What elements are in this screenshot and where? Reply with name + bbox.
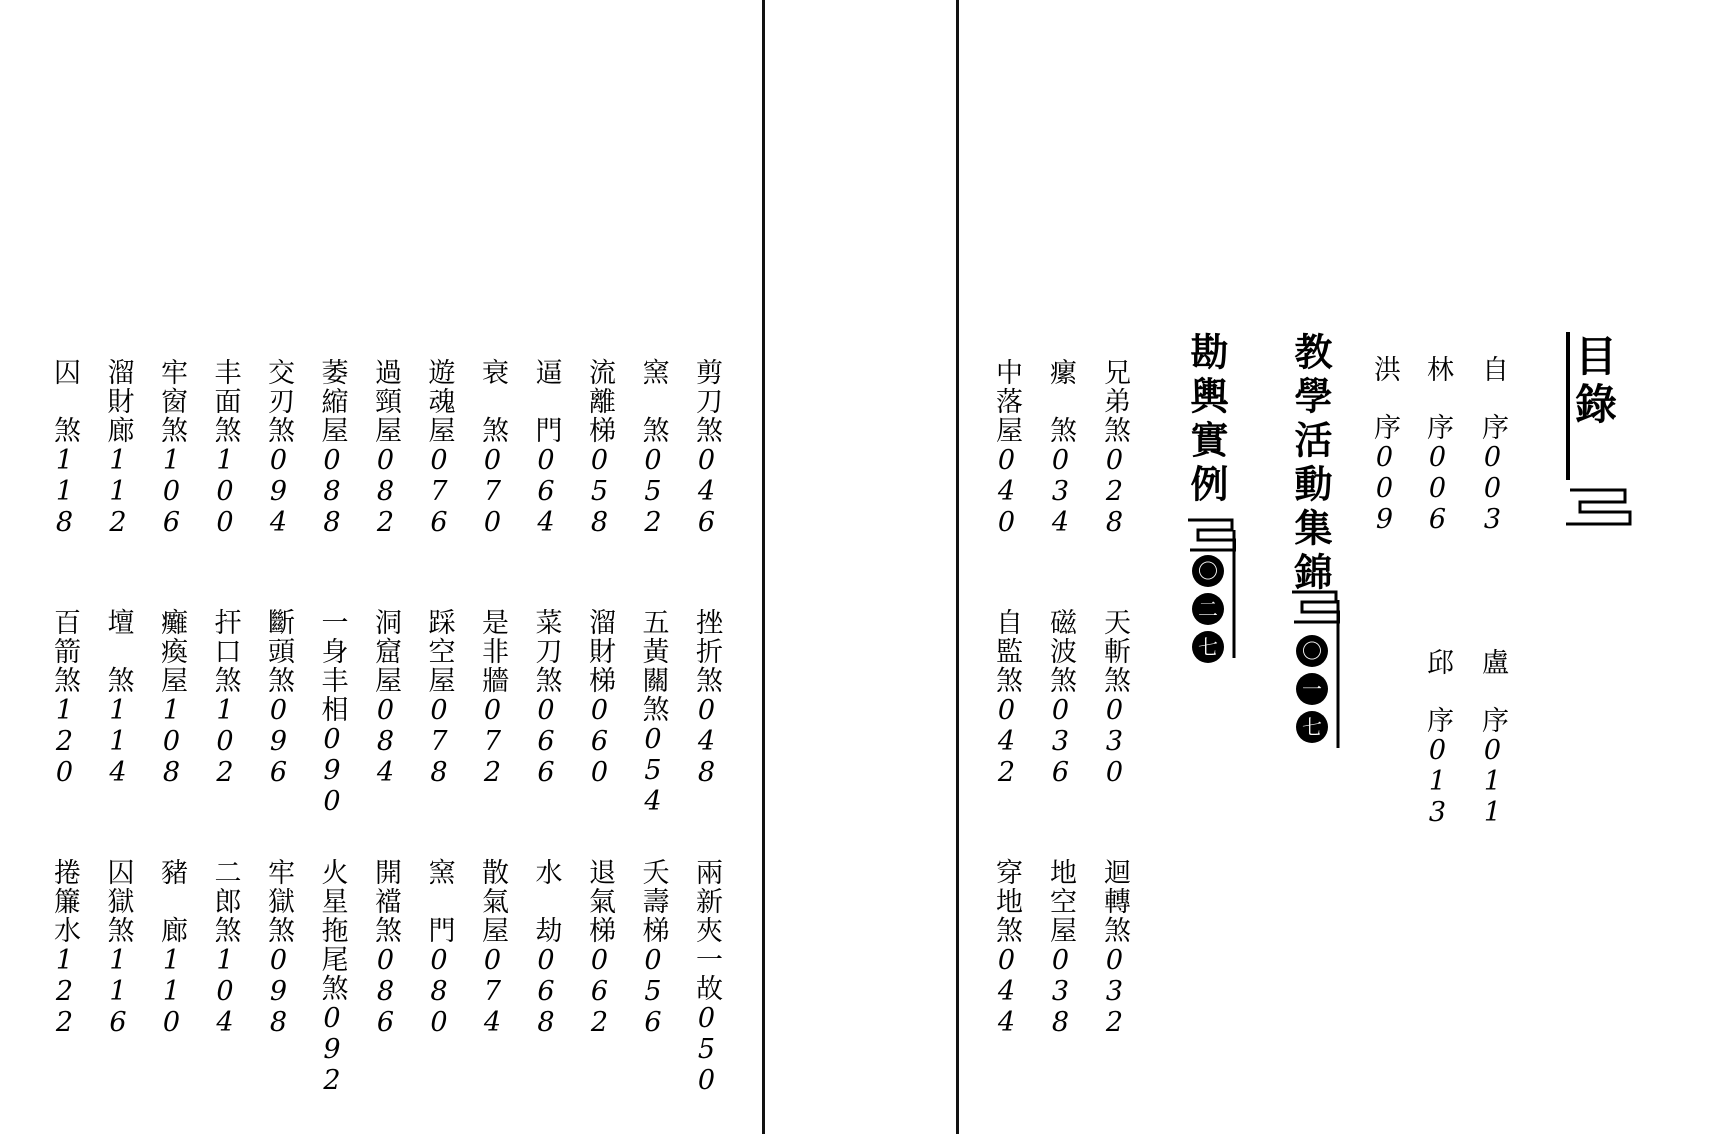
preface-item[interactable] <box>1421 648 1453 828</box>
toc-entry[interactable] <box>476 858 508 1038</box>
entry-page: 082 <box>370 445 401 538</box>
entry-title: 迴轉煞 <box>1099 858 1130 945</box>
entry-title: 斷頭煞 <box>263 608 294 695</box>
entry-title: 火星拖尾煞 <box>316 858 348 1003</box>
page-badge: 一 <box>1296 673 1328 705</box>
toc-entry[interactable] <box>476 358 508 538</box>
preface-title: 盧 序 <box>1477 648 1508 735</box>
toc-entry[interactable] <box>155 858 187 1038</box>
entry-title: 萎縮屋 <box>316 358 348 445</box>
page-badge: 七 <box>1296 711 1328 743</box>
toc-entry[interactable] <box>583 358 615 538</box>
toc-entry[interactable] <box>476 608 508 788</box>
entry-page: 078 <box>423 695 455 788</box>
toc-entry[interactable] <box>209 858 241 1038</box>
toc-entry[interactable] <box>637 358 669 538</box>
entry-title: 挫折煞 <box>691 608 722 695</box>
section-page-badges <box>1296 632 1330 746</box>
toc-entry[interactable] <box>583 858 615 1038</box>
toc-entry[interactable] <box>155 608 187 788</box>
entry-title: 踩空屋 <box>423 608 455 695</box>
section-heading-activities[interactable] <box>1288 332 1333 596</box>
page-badge: 二 <box>1192 593 1224 625</box>
toc-entry[interactable] <box>423 358 455 538</box>
toc-entry[interactable] <box>155 358 187 538</box>
entry-page: 070 <box>477 445 508 538</box>
entry-title: 衰 煞 <box>477 358 508 445</box>
entry-title: 癱瘓屋 <box>156 608 187 695</box>
entry-page: 046 <box>691 445 722 538</box>
entry-page: 084 <box>370 695 401 788</box>
entry-title: 退氣梯 <box>584 858 615 945</box>
toc-entry[interactable] <box>690 358 722 538</box>
entry-title: 五黃關煞 <box>637 608 669 724</box>
entry-page: 120 <box>49 695 80 788</box>
toc-entry[interactable] <box>1044 608 1076 788</box>
preface-page: 009 <box>1369 442 1400 535</box>
section-bracket-line <box>1230 530 1238 660</box>
entry-title: 磁波煞 <box>1045 608 1076 695</box>
section-bracket-line <box>1334 600 1342 750</box>
entry-title: 逼 門 <box>530 358 562 445</box>
toc-entry[interactable] <box>316 608 348 817</box>
entry-title: 牢窗煞 <box>156 358 187 445</box>
entry-title: 夭壽梯 <box>637 858 669 945</box>
entry-page: 056 <box>637 945 669 1038</box>
entry-page: 098 <box>263 945 294 1038</box>
entry-title: 扞口煞 <box>209 608 241 695</box>
entry-page: 096 <box>263 695 294 788</box>
toc-entry[interactable] <box>530 608 562 788</box>
entry-title: 天斬煞 <box>1099 608 1130 695</box>
entry-title: 壇 煞 <box>102 608 134 695</box>
entry-page: 072 <box>477 695 508 788</box>
toc-entry[interactable] <box>423 858 455 1038</box>
entry-page: 114 <box>102 695 134 788</box>
entry-title: 菜刀煞 <box>530 608 562 695</box>
toc-entry[interactable] <box>530 858 562 1038</box>
entry-page: 080 <box>423 945 455 1038</box>
entry-page: 108 <box>156 695 187 788</box>
preface-page: 013 <box>1422 735 1453 828</box>
entry-page: 102 <box>209 695 241 788</box>
entry-page: 044 <box>991 945 1022 1038</box>
toc-entry[interactable] <box>262 858 294 1038</box>
toc-entry[interactable] <box>102 358 134 538</box>
entry-page: 034 <box>1045 445 1076 538</box>
entry-title: 溜財梯 <box>584 608 615 695</box>
toc-entry[interactable] <box>316 858 348 1096</box>
entry-page: 074 <box>477 945 508 1038</box>
section-bracket-icon <box>1186 516 1236 556</box>
entry-title: 流離梯 <box>584 358 615 445</box>
entry-title: 兩新夾一故 <box>691 858 722 1003</box>
preface-item[interactable] <box>1476 355 1508 535</box>
toc-entry[interactable] <box>990 358 1022 538</box>
preface-page: 003 <box>1477 442 1508 535</box>
preface-title: 洪 序 <box>1369 355 1400 442</box>
entry-title: 開襠煞 <box>370 858 401 945</box>
entry-title: 牢獄煞 <box>263 858 294 945</box>
toc-entry[interactable] <box>1098 358 1130 538</box>
toc-entry[interactable] <box>690 858 722 1096</box>
entry-page: 116 <box>102 945 134 1038</box>
toc-entry[interactable] <box>102 608 134 788</box>
entry-page: 106 <box>156 445 187 538</box>
entry-title: 遊魂屋 <box>423 358 455 445</box>
toc-entry[interactable] <box>209 608 241 788</box>
toc-entry[interactable] <box>583 608 615 788</box>
toc-entry[interactable] <box>262 608 294 788</box>
toc-entry[interactable] <box>48 358 80 538</box>
preface-item[interactable] <box>1476 648 1508 828</box>
entry-page: 048 <box>691 695 722 788</box>
entry-page: 066 <box>530 695 562 788</box>
entry-title: 地空屋 <box>1045 858 1076 945</box>
entry-title: 窯 煞 <box>637 358 669 445</box>
toc-entry[interactable] <box>530 358 562 538</box>
entry-page: 122 <box>49 945 80 1038</box>
entry-title: 水 劫 <box>530 858 562 945</box>
entry-page: 028 <box>1099 445 1130 538</box>
toc-entry[interactable] <box>102 858 134 1038</box>
entry-page: 060 <box>584 695 615 788</box>
entry-page: 038 <box>1045 945 1076 1038</box>
entry-title: 瘰 煞 <box>1045 358 1076 445</box>
preface-page: 011 <box>1477 735 1508 828</box>
entry-page: 042 <box>991 695 1022 788</box>
toc-entry[interactable] <box>316 358 348 538</box>
entry-title: 交刃煞 <box>263 358 294 445</box>
entry-title: 剪刀煞 <box>691 358 722 445</box>
entry-title: 散氣屋 <box>477 858 508 945</box>
book-gutter <box>765 0 953 1134</box>
entry-title: 捲簾水 <box>49 858 80 945</box>
toc-entry[interactable] <box>637 608 669 817</box>
entry-title: 自監煞 <box>991 608 1022 695</box>
toc-entry[interactable] <box>1098 608 1130 788</box>
toc-entry[interactable] <box>209 358 241 538</box>
page-badge: 七 <box>1192 631 1224 663</box>
preface-item[interactable] <box>1421 355 1453 535</box>
entry-title: 丰面煞 <box>209 358 241 445</box>
page-badge: 〇 <box>1296 635 1328 667</box>
entry-title: 溜財廊 <box>102 358 134 445</box>
toc-entry[interactable] <box>369 358 401 538</box>
entry-page: 058 <box>584 445 615 538</box>
entry-page: 030 <box>1099 695 1130 788</box>
toc-entry[interactable] <box>1098 858 1130 1038</box>
page-badge: 〇 <box>1192 555 1224 587</box>
toc-entry[interactable] <box>690 608 722 788</box>
entry-page: 118 <box>49 445 80 538</box>
section-heading-cases[interactable] <box>1184 332 1229 508</box>
entry-title: 二郎煞 <box>209 858 241 945</box>
section-page-badges <box>1192 552 1226 666</box>
preface-title: 邱 序 <box>1422 648 1453 735</box>
entry-title: 穿地煞 <box>991 858 1022 945</box>
preface-page: 006 <box>1422 442 1453 535</box>
entry-page: 036 <box>1045 695 1076 788</box>
entry-page: 094 <box>263 445 294 538</box>
entry-page: 032 <box>1099 945 1130 1038</box>
toc-entry[interactable] <box>48 858 80 1038</box>
entry-title: 囚獄煞 <box>102 858 134 945</box>
section-title: 勘輿實例 <box>1184 332 1229 508</box>
preface-title: 林 序 <box>1422 355 1453 442</box>
entry-title: 窯 門 <box>423 858 455 945</box>
entry-page: 052 <box>637 445 669 538</box>
entry-page: 054 <box>637 724 669 817</box>
toc-entry[interactable] <box>262 358 294 538</box>
entry-page: 076 <box>423 445 455 538</box>
toc-entry[interactable] <box>369 858 401 1038</box>
entry-title: 是非牆 <box>477 608 508 695</box>
entry-title: 一身丰相 <box>316 608 348 724</box>
toc-title: 目錄 <box>1569 334 1618 430</box>
toc-entry[interactable] <box>369 608 401 788</box>
toc-entry[interactable] <box>423 608 455 788</box>
preface-item[interactable] <box>1368 355 1400 535</box>
entry-page: 086 <box>370 945 401 1038</box>
toc-entry[interactable] <box>990 858 1022 1038</box>
entry-page: 050 <box>691 1003 722 1096</box>
entry-page: 040 <box>991 445 1022 538</box>
toc-entry[interactable] <box>637 858 669 1038</box>
section-title: 教學活動集錦 <box>1288 332 1333 596</box>
toc-entry[interactable] <box>990 608 1022 788</box>
entry-title: 囚 煞 <box>49 358 80 445</box>
toc-entry[interactable] <box>1044 858 1076 1038</box>
entry-title: 豬 廊 <box>156 858 187 945</box>
preface-title: 自 序 <box>1477 355 1508 442</box>
entry-page: 062 <box>584 945 615 1038</box>
entry-page: 092 <box>316 1003 348 1096</box>
entry-title: 百箭煞 <box>49 608 80 695</box>
toc-entry[interactable] <box>1044 358 1076 538</box>
entry-title: 洞窟屋 <box>370 608 401 695</box>
toc-entry[interactable] <box>48 608 80 788</box>
entry-page: 100 <box>209 445 241 538</box>
entry-page: 112 <box>102 445 134 538</box>
entry-page: 090 <box>316 724 348 817</box>
entry-title: 過頸屋 <box>370 358 401 445</box>
section-bracket-icon <box>1290 588 1340 628</box>
entry-page: 110 <box>156 945 187 1038</box>
entry-title: 兄弟煞 <box>1099 358 1130 445</box>
entry-page: 088 <box>316 445 348 538</box>
entry-page: 104 <box>209 945 241 1038</box>
entry-title: 中落屋 <box>991 358 1022 445</box>
entry-page: 064 <box>530 445 562 538</box>
entry-page: 068 <box>530 945 562 1038</box>
